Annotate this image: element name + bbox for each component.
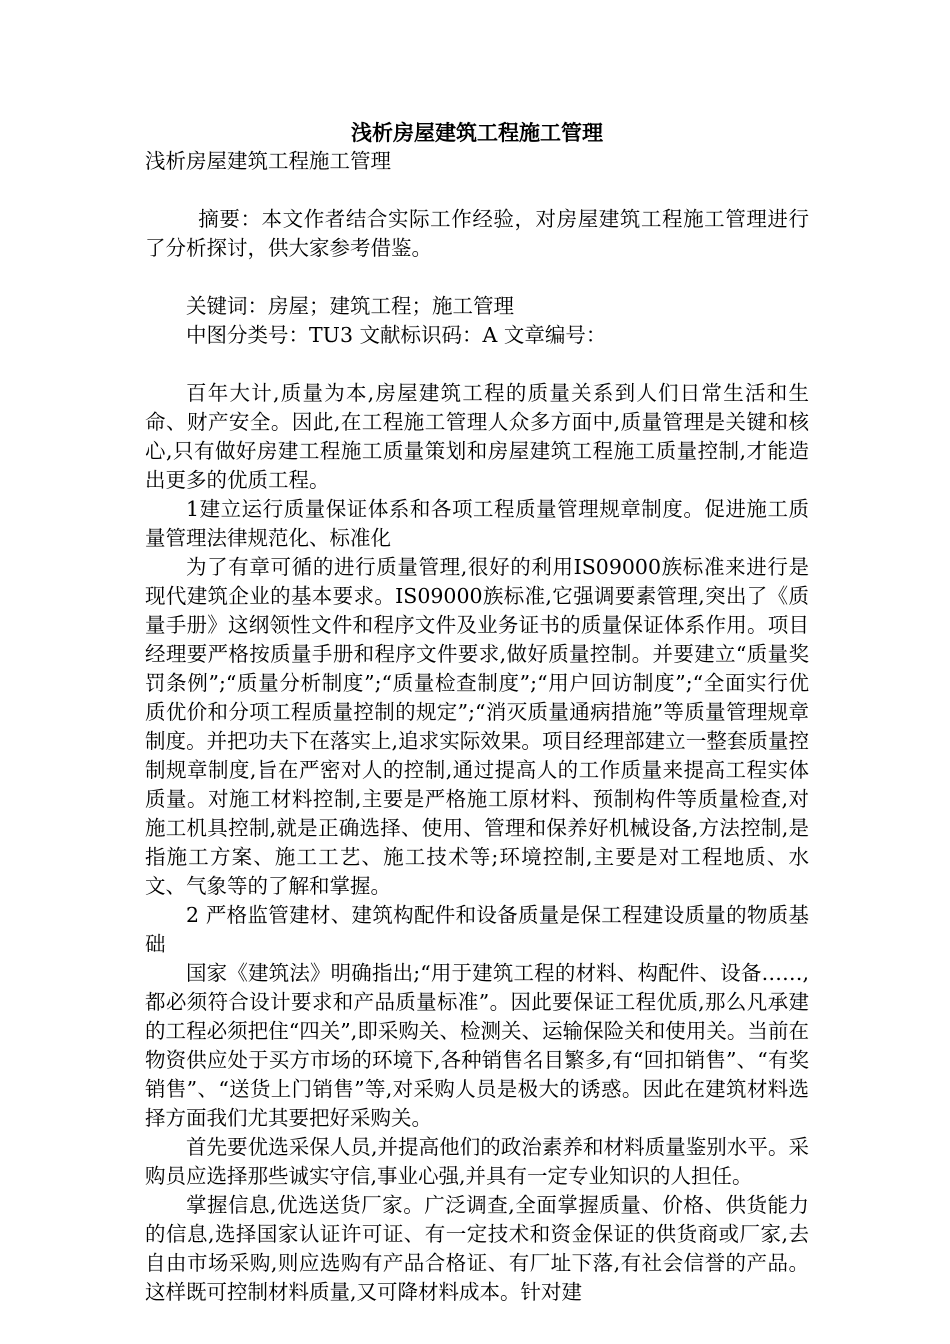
body-paragraph: 百年大计,质量为本,房屋建筑工程的质量关系到人们日常生活和生命、财产安全。因此,在工程施工管理人众多方面中,质量管理是关键和核心,只有做好房建工程施工质量策划和房屋建筑工程施工质量控制,才能造出更多的优质工程。: [145, 381, 809, 492]
body-paragraph: 首先要优选采保人员,并提高他们的政治素养和材料质量鉴别水平。采购员应选择那些诚实守信,事业心强,并具有一定专业知识的人担任。: [145, 1135, 809, 1188]
body-paragraph: 掌握信息,优选送货厂家。广泛调查,全面掌握质量、价格、供货能力的信息,选择国家认证许可证、有一定技术和资金保证的供货商或厂家,去自由市场采购,则应选购有产品合格证、有厂址下落,有社会信誉的产品。这样既可控制材料质量,又可降材料成本。针对建: [145, 1193, 809, 1304]
spacer: [145, 263, 809, 292]
body-paragraph: 为了有章可循的进行质量管理,很好的利用IS09000族标准来进行是现代建筑企业的基本要求。IS09000族标准,它强调要素管理,突出了《质量手册》这纲领性文件和程序文件及业务证书的质量保证体系作用。项目经理要严格按质量手册和程序文件要求,做好质量控制。并要建立“质量奖罚条例”;“质量分析制度”;“质量检查制度”;“用户回访制度”;“全面实行优质优价和分项工程质量控制的规定”;“消灭质量通病措施”等质量管理规章制度。并把功夫下在落实上,追求实际效果。项目经理部建立一整套质量控制规章制度,旨在严密对人的控制,通过提高人的工作质量来提高工程实体质量。对施工材料控制,主要是严格施工原材料、预制构件等质量检查,对施工机具控制,就是正确选择、使用、管理和保养好机械设备,方法控制,是指施工方案、施工工艺、施工技术等;环境控制,主要是对工程地质、水文、气象等的了解和掌握。: [145, 555, 809, 898]
keywords: 关键词：房屋；建筑工程；施工管理: [186, 294, 514, 318]
section-heading: 2 严格监管建材、建筑构配件和设备质量是保工程建设质量的物质基础: [145, 903, 809, 956]
spacer: [145, 176, 809, 205]
document-page: [145, 118, 809, 1307]
abstract: 摘要：本文作者结合实际工作经验，对房屋建筑工程施工管理进行了分析探讨，供大家参考借鉴。: [145, 207, 809, 260]
body-paragraph: 国家《建筑法》明确指出;“用于建筑工程的材料、构配件、设备……,都必须符合设计要求和产品质量标准”。因此要保证工程优质,那么凡承建的工程必须把住“四关”,即采购关、检测关、运输保险关和使用关。当前在物资供应处于买方市场的环境下,各种销售名目繁多,有“回扣销售”、“有奖销售”、“送货上门销售”等,对采购人员是极大的诱惑。因此在建筑材料选择方面我们尤其要把好采购关。: [145, 961, 809, 1130]
document-subtitle: 浅析房屋建筑工程施工管理: [145, 149, 391, 173]
document-title: 浅析房屋建筑工程施工管理: [351, 120, 603, 145]
spacer: [145, 350, 809, 379]
classification-line: 中图分类号：TU3 文献标识码：A 文章编号：: [186, 323, 607, 347]
section-heading: 1建立运行质量保证体系和各项工程质量管理规章制度。促进施工质量管理法律规范化、标准化: [145, 497, 809, 550]
